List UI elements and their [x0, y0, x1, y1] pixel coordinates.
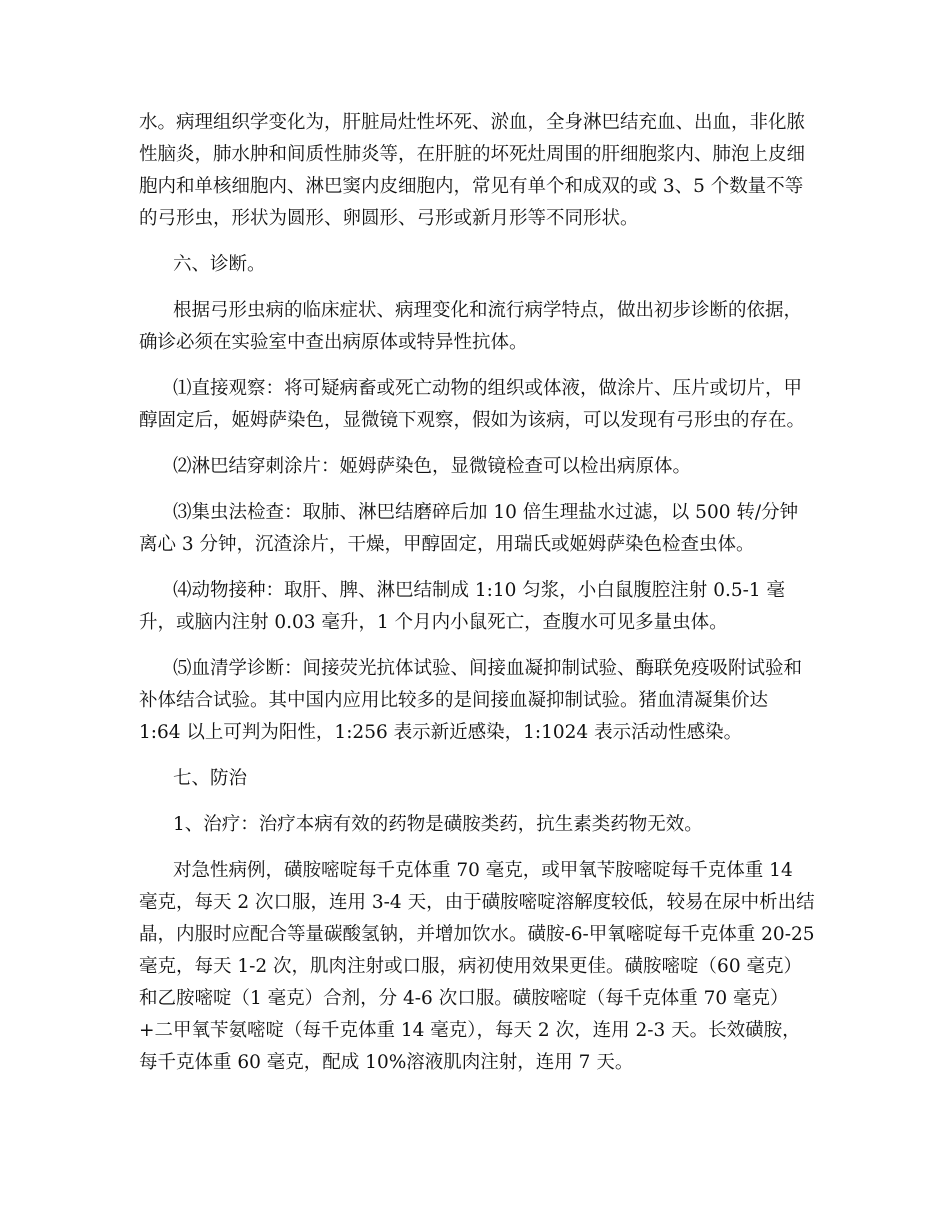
heading-prevention-treatment: 七、防治 — [173, 768, 248, 789]
paragraph-serological-diagnosis: ⑸血清学诊断：间接荧光抗体试验、间接血凝抑制试验、酶联免疫吸附试验和补体结合试验。其中国内应用比较多的是间接血凝抑制试验。猪血清凝集价达 1:64 以上可判为阳性，1:256 表示新近感染，1:1024 表示活动性感染。 — [139, 658, 803, 743]
paragraph-pathology-continued: 水。病理组织学变化为，肝脏局灶性坏死、淤血，全身淋巴结充血、出血，非化脓性脑炎，肺水肿和间质性肺炎等，在肝脏的坏死灶周围的肝细胞浆内、肺泡上皮细胞内和单核细胞内、淋巴窦内皮细胞内，常见有单个和成双的或 3、5 个数量不等的弓形虫，形状为圆形、卵圆形、弓形或新月形等不同形状。 — [139, 112, 806, 229]
paragraph-diagnosis-basis: 根据弓形虫病的临床症状、病理变化和流行病学特点，做出初步诊断的依据，确诊必须在实验室中查出病原体或特异性抗体。 — [139, 300, 803, 353]
document-body — [139, 107, 815, 1079]
paragraph-acute-cases: 对急性病例，磺胺嘧啶每千克体重 70 毫克，或甲氧苄胺嘧啶每千克体重 14 毫克，每天 2 次口服，连用 3-4 天，由于磺胺嘧啶溶解度较低，较易在尿中析出结晶，内服时应配合等量碳酸氢钠，并增加饮水。磺胺-6-甲氧嘧啶每千克体重 20-25 毫克，每天 1-2 次，肌肉注射或口服，病初使用效果更佳。磺胺嘧啶（60 毫克）和乙胺嘧啶（1 毫克）合剂，分 4-6 次口服。磺胺嘧啶（每千克体重 70 毫克）+二甲氧苄氨嘧啶（每千克体重 14 毫克），每天 2 次，连用 2-3 天。长效磺胺，每千克体重 60 毫克，配成 10%溶液肌肉注射，连用 7 天。 — [139, 860, 815, 1073]
heading-diagnosis: 六、诊断。 — [173, 254, 266, 275]
paragraph-concentration-method: ⑶集虫法检查：取肺、淋巴结磨碎后加 10 倍生理盐水过滤，以 500 转/分钟离心 3 分钟，沉渣涂片，干燥，甲醇固定，用瑞氏或姬姆萨染色检查虫体。 — [139, 502, 799, 555]
paragraph-treatment: 1、治疗：治疗本病有效的药物是磺胺类药，抗生素类药物无效。 — [173, 814, 703, 835]
paragraph-animal-inoculation: ⑷动物接种：取肝、脾、淋巴结制成 1:10 匀浆，小白鼠腹腔注射 0.5-1 毫升，或脑内注射 0.03 毫升，1 个月内小鼠死亡，查腹水可见多量虫体。 — [139, 580, 786, 633]
paragraph-lymph-node-smear: ⑵淋巴结穿刺涂片：姬姆萨染色，显微镜检查可以检出病原体。 — [173, 456, 692, 477]
paragraph-direct-observation: ⑴直接观察：将可疑病畜或死亡动物的组织或体液，做涂片、压片或切片，甲醇固定后，姬姆萨染色，显微镜下观察，假如为该病，可以发现有弓形虫的存在。 — [139, 378, 806, 431]
